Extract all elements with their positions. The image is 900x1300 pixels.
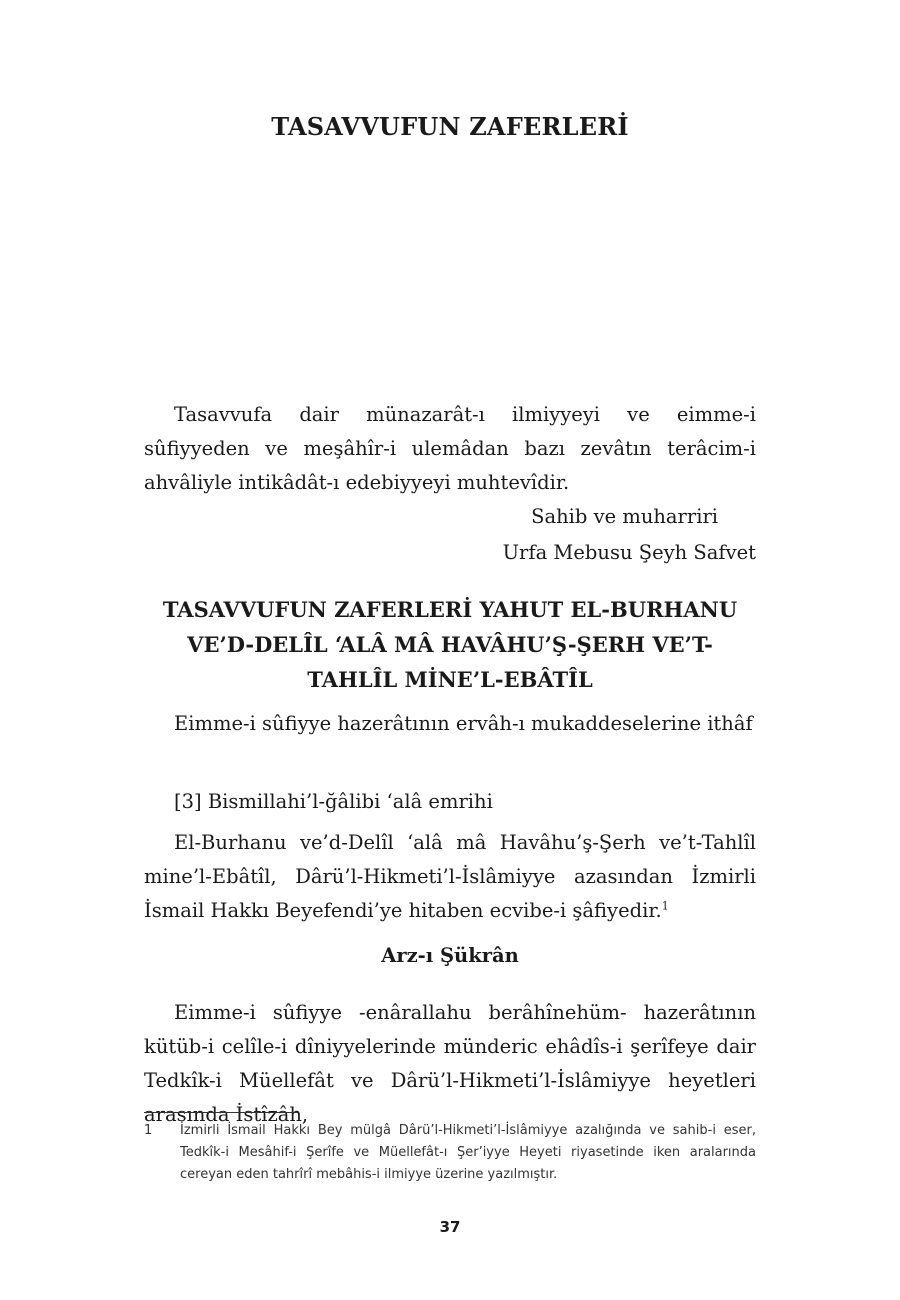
intro-paragraph: Tasavvufa dair münazarât-ı ilmiyyeyi ve eimme-i sûfiyyeden ve meşâhîr-i ulemâdan bazı zevâtın terâcim-i ahvâliyle intikâdât-ı edebiyyeyi muhtevîdir. xyxy=(144,403,756,494)
body-paragraph-1 xyxy=(144,826,756,928)
chapter-title: TASAVVUFUN ZAFERLERİ xyxy=(271,112,629,141)
dedication-line: Eimme-i sûfiyye hazerâtının ervâh-ı mukaddeselerine ithâf xyxy=(174,712,753,735)
footnote-number: 1 xyxy=(144,1123,153,1138)
basmala-line: [3] Bismillahi’l-ğâlibi ‘alâ emrihi xyxy=(174,790,493,813)
footnote xyxy=(144,1120,756,1186)
subheading: Arz-ı Şükrân xyxy=(381,944,519,967)
body-paragraph-1-text: El-Burhanu ve’d-Delîl ‘alâ mâ Havâhu’ş-Şerh ve’t-Tahlîl mine’l-Ebâtîl, Dârü’l-Hikmeti’l-İslâmiyye azasından İzmirli İsmail Hakkı Beyefendi’ye hitaben ecvibe-i şâfiyedir. xyxy=(144,831,756,922)
page-number: 37 xyxy=(439,1218,461,1236)
footnote-divider xyxy=(144,1112,298,1113)
signature-line-author: Urfa Mebusu Şeyh Safvet xyxy=(502,541,756,564)
section-title: TASAVVUFUN ZAFERLERİ YAHUT EL-BURHANU VE’D-DELÎL ‘ALÂ MÂ HAVÂHU’Ş-ŞERH VE’T-TAHLÎL MİNE’L-EBÂTÎL xyxy=(162,597,738,692)
footnote-text: İzmirli İsmail Hakkı Bey mülgâ Dârü’l-Hikmeti’l-İslâmiyye azalığında ve sahib-i eser, Tedkîk-i Mesâhif-i Şerîfe ve Müellefât-ı Şer’iyye Heyeti riyasetinde iken aralarında cereyan eden tahrîrî mebâhis-i ilmiyye üzerine yazılmıştır. xyxy=(180,1123,756,1182)
signature-line-publisher: Sahib ve muharriri xyxy=(531,505,718,528)
footnote-reference[interactable]: 1 xyxy=(661,899,669,913)
body-paragraph-2: Eimme-i sûfiyye -enârallahu berâhînehüm- hazerâtının kütüb-i celîle-i dîniyyelerinde münderic ehâdîs-i şerîfeye dair Tedkîk-i Müellefât ve Dârü’l-Hikmeti’l-İslâmiyye heyetleri arasında İstîzâh, xyxy=(144,1001,756,1126)
